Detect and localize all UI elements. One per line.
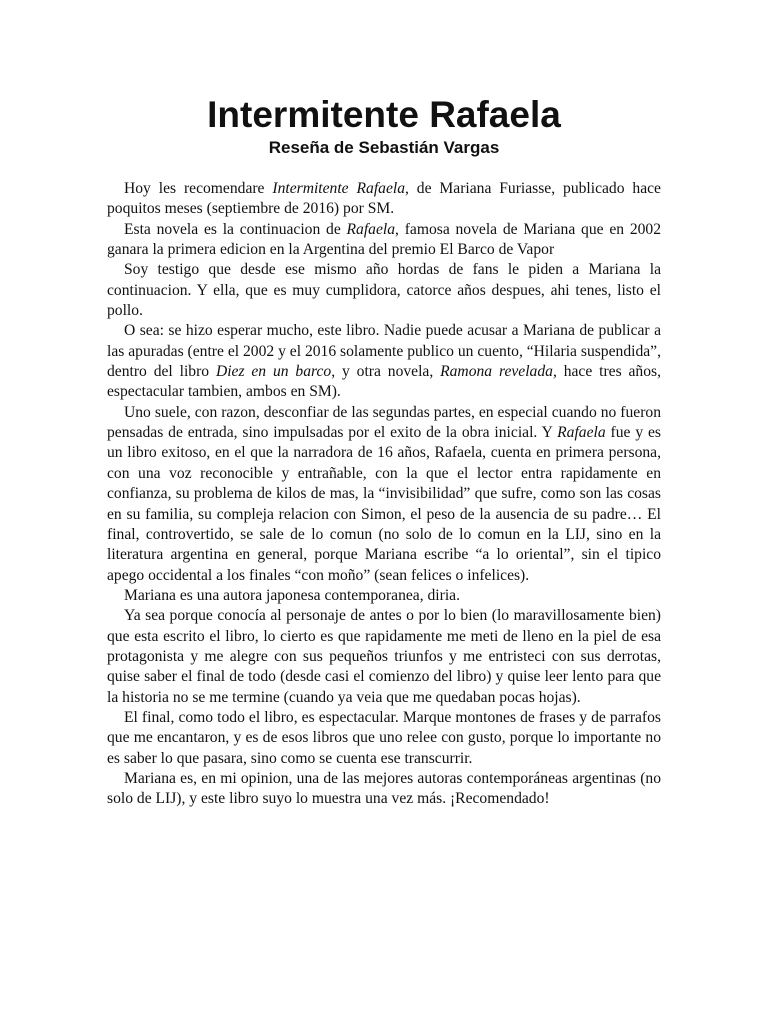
text-run: Hoy les recomendare (124, 180, 273, 197)
text-run: fue y es un libro exitoso, en el que la narradora de 16 años, Rafaela, cuenta en primera persona, con una voz reconocible y entrañable, con la que el lector entra rapidamente en confianza, su problema de kilos de mas, la “invisibilidad” que sufre, como son las cosas en su familia, su compleja relacion con Simon, el peso de la ausencia de su padre… El final, controvertido, se sale de lo comun (no solo de lo comun en la LIJ, sino en la literatura argentina en general, porque Mariana escribe “a lo oriental”, sin el tipico apego occidental a los finales “con moño” (sean felices o infelices). (107, 424, 661, 584)
text-run: Esta novela es la continuacion de (124, 220, 347, 238)
paragraph-2 (107, 220, 661, 261)
document-title: Intermitente Rafaela (207, 94, 561, 135)
review-body (107, 179, 661, 810)
text-run: , y otra novela, (331, 363, 441, 381)
book-title-italic: Intermitente Rafaela (272, 180, 405, 197)
book-title-italic: Rafaela (557, 424, 606, 442)
text-run: , de Mariana Furiasse, publicado hace poquitos meses (septiembre de 2016) por SM. (107, 180, 661, 218)
text-run: Ya sea porque conocía al personaje de antes o por lo bien (lo maravillosamente bien) que esta escrito el libro, lo cierto es que rapidamente me meti de lleno en la piel de esa protagonista y me alegre con sus pequeños triunfos y me entristeci con sus derrotas, quise saber el final de todo (desde casi el comienzo del libro) y quise leer lento para que la historia no se me termine (cuando ya veia que me quedaban pocas hojas). (107, 607, 661, 706)
text-run: , hace tres años, espectacular tambien, ambos en SM). (107, 363, 661, 401)
paragraph-8 (107, 708, 661, 769)
paragraph-7 (107, 606, 661, 708)
text-run: Uno suele, con razon, desconfiar de las segundas partes, en especial cuando no fueron pensadas de entrada, sino impulsadas por el exito de la obra inicial. Y (107, 403, 661, 442)
paragraph-4 (107, 321, 661, 402)
text-run: O sea: se hizo esperar mucho, este libro. Nadie puede acusar a Mariana de publicar a las apuradas (entre el 2002 y el 2016 solamente publico un cuento, “Hilaria suspendida”, dentro del libro (107, 322, 661, 381)
paragraph-1 (107, 179, 661, 220)
book-title-italic: Diez en un barco (215, 363, 332, 381)
text-run: Mariana es una autora japonesa contemporanea, diria. (124, 586, 460, 604)
book-title-italic: Ramona revelada (440, 363, 553, 381)
paragraph-5 (107, 403, 661, 586)
text-run: Soy testigo que desde ese mismo año hordas de fans le piden a Mariana la continuacion. Y ella, que es muy cumplidora, catorce años despues, ahi tenes, listo el pollo. (107, 261, 661, 320)
document-subtitle: Reseña de Sebastián Vargas (268, 138, 500, 157)
paragraph-6 (107, 586, 661, 606)
text-run: , famosa novela de Mariana que en 2002 ganara la primera edicion en la Argentina del premio El Barco de Vapor (107, 220, 662, 259)
text-run: El final, como todo el libro, es espectacular. Marque montones de frases y de parrafos que me encantaron, y es de esos libros que uno relee con gusto, porque lo importante no es saber lo que pasara, sino como se cuenta ese transcurrir. (107, 708, 661, 767)
paragraph-3 (107, 260, 661, 321)
text-run: Mariana es, en mi opinion, una de las mejores autoras contemporáneas argentinas (no solo de LIJ), y este libro suyo lo muestra una vez más. ¡Recomendado! (107, 769, 661, 808)
book-title-italic: Rafaela (346, 220, 396, 238)
paragraph-9 (107, 769, 661, 810)
